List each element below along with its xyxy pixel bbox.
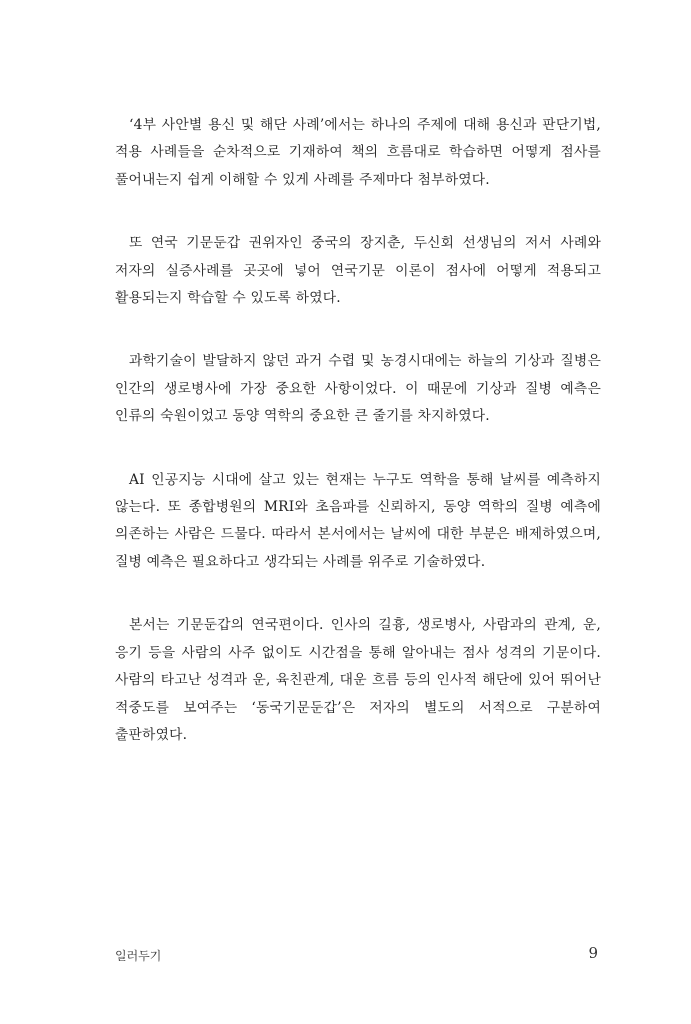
body-text bbox=[115, 112, 601, 785]
paragraph: 또 연국 기문둔갑 권위자인 중국의 장지춘, 두신회 선생님의 저서 사례와 저자의 실증사례를 곳곳에 넣어 연국기문 이론이 점사에 어떻게 적용되고 활용되는지 학습할 수 있도록 하였다. bbox=[115, 235, 601, 307]
paragraph: 과학기술이 발달하지 않던 과거 수렵 및 농경시대에는 하늘의 기상과 질병은 인간의 생로병사에 가장 중요한 사항이었다. 이 때문에 기상과 질병 예측은 인류의 숙원이었고 동양 역학의 중요한 큰 줄기를 차지하였다. bbox=[115, 353, 601, 425]
paragraph: ‘4부 사안별 용신 및 해단 사례’에서는 하나의 주제에 대해 용신과 판단기법, 적용 사례들을 순차적으로 기재하여 책의 흐름대로 학습하면 어떻게 점사를 풀어내는지 쉽게 이해할 수 있게 사례를 주제마다 첨부하였다. bbox=[115, 117, 601, 188]
paragraph: 본서는 기문둔갑의 연국편이다. 인사의 길흉, 생로병사, 사람과의 관계, 운, 응기 등을 사람의 사주 없이도 시간점을 통해 알아내는 점사 성격의 기문이다. 사람의 타고난 성격과 운, 육친관계, 대운 흐름 등의 인사적 해단에 있어 뛰어난 적중도를 보여주는 ‘동국기문둔갑’은 저자의 별도의 서적으로 구분하여 출판하였다. bbox=[115, 617, 601, 743]
paragraph: AI 인공지능 시대에 살고 있는 현재는 누구도 역학을 통해 날씨를 예측하지 않는다. 또 종합병원의 MRI와 초음파를 신뢰하지, 동양 역학의 질병 예측에 의존하는 사람은 드물다. 따라서 본서에서는 날씨에 대한 부분은 배제하였으며, 질병 예측은 필요하다고 생각되는 사례를 위주로 기술하였다. bbox=[115, 471, 601, 570]
running-footer-title: 일러두기 bbox=[115, 949, 162, 963]
page-number: 9 bbox=[588, 944, 598, 962]
